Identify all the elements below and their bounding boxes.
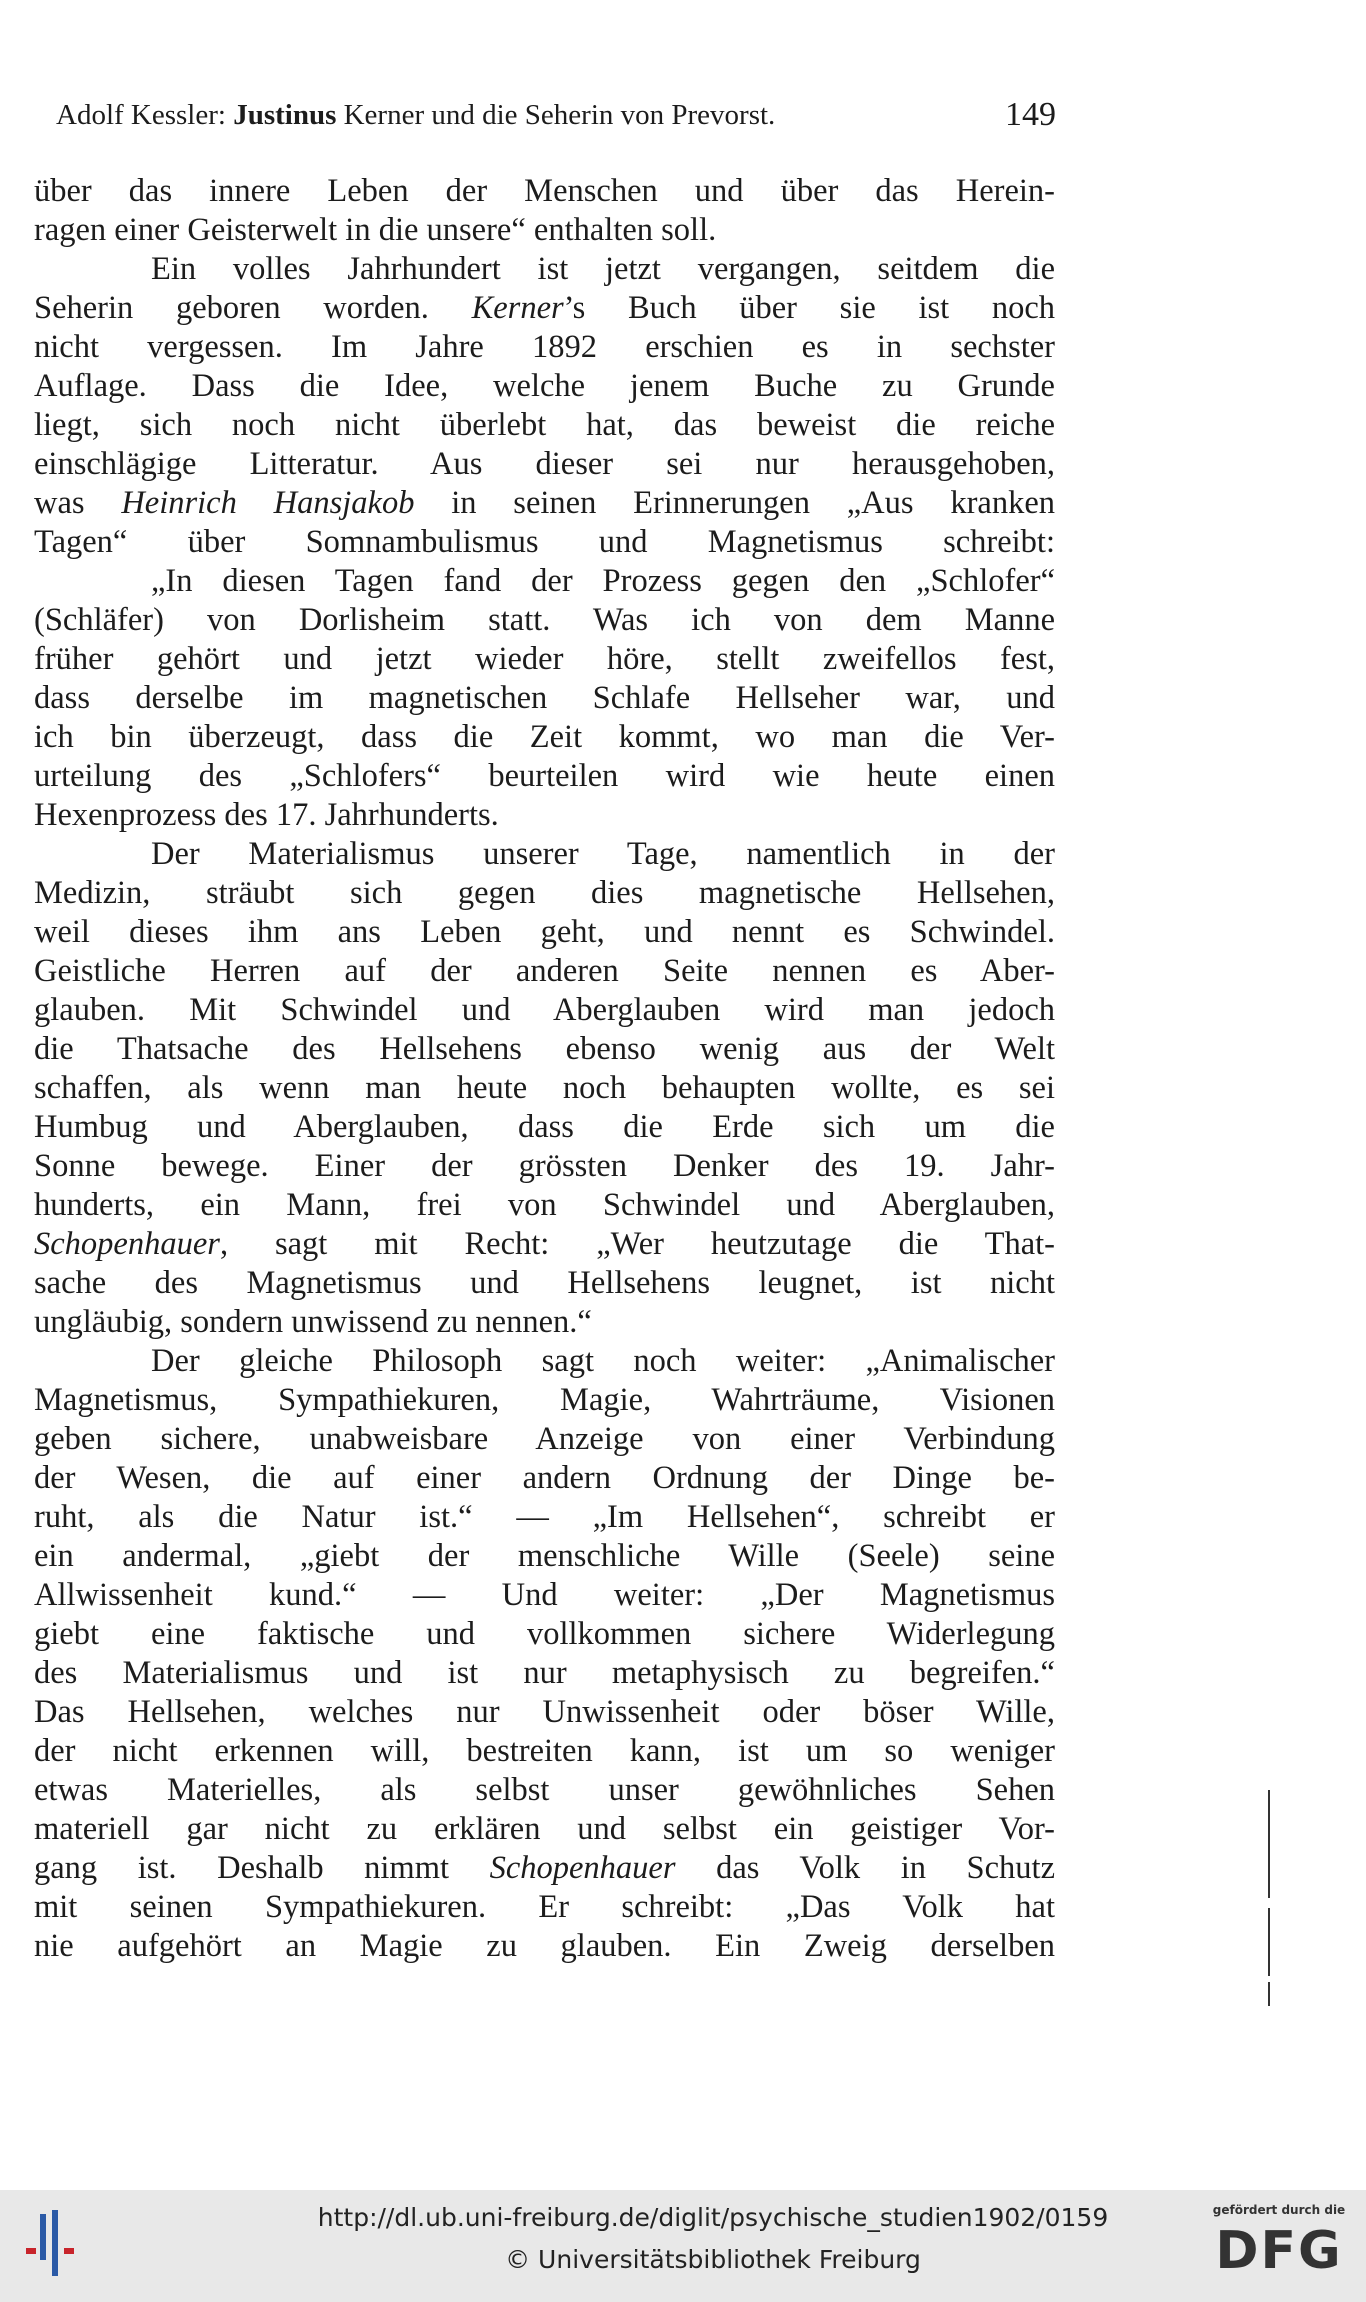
text-line: Allwissenheit kund.“ — Und weiter: „Der Magnetismus xyxy=(34,1577,1055,1613)
text-line: Das Hellsehen, welches nur Unwissenheit oder böser Wille, xyxy=(34,1694,1055,1730)
page-number: 149 xyxy=(1005,96,1056,133)
text-line: ruht, als die Natur ist.“ — „Im Hellsehen“, schreibt er xyxy=(34,1499,1055,1535)
italic-name: Schopenhauer xyxy=(489,1850,676,1886)
text-line xyxy=(34,1225,1055,1264)
running-head-author: Adolf Kessler: xyxy=(56,99,226,131)
text-run: das Volk in Schutz xyxy=(675,1850,1055,1886)
text-line: mit seinen Sympathiekuren. Er schreibt: „Das Volk hat xyxy=(34,1889,1055,1925)
text-line: ragen einer Geisterwelt in die unsere“ enthalten soll. xyxy=(34,212,717,248)
text-line: der nicht erkennen will, bestreiten kann, ist um so weniger xyxy=(34,1733,1055,1769)
text-line: glauben. Mit Schwindel und Aberglauben wird man jedoch xyxy=(34,992,1055,1028)
text-run: ’s Buch über sie ist noch xyxy=(563,290,1056,326)
text-line: über das innere Leben der Menschen und über das Herein- xyxy=(34,173,1055,209)
text-line: giebt eine faktische und vollkommen sichere Widerlegung xyxy=(34,1616,1055,1652)
text-line: Der gleiche Philosoph sagt noch weiter: „Animalischer xyxy=(151,1343,1055,1379)
text-line: „In diesen Tagen fand der Prozess gegen den „Schlofer“ xyxy=(151,563,1055,599)
text-line: ein andermal, „giebt der menschliche Wille (Seele) seine xyxy=(34,1538,1055,1574)
text-line: nie aufgehört an Magie zu glauben. Ein Zweig derselben xyxy=(34,1928,1055,1964)
text-line: Magnetismus, Sympathiekuren, Magie, Wahrträume, Visionen xyxy=(34,1382,1055,1418)
text-line: die Thatsache des Hellsehens ebenso wenig aus der Welt xyxy=(34,1031,1055,1067)
text-line: des Materialismus und ist nur metaphysisch zu begreifen.“ xyxy=(34,1655,1055,1691)
text-line: der Wesen, die auf einer andern Ordnung der Dinge be- xyxy=(34,1460,1055,1496)
copyright-notice: © Universitätsbibliothek Freiburg xyxy=(505,2245,921,2274)
text-line: Der Materialismus unserer Tage, namentlich in der xyxy=(151,836,1055,872)
text-line: Sonne bewege. Einer der grössten Denker des 19. Jahr- xyxy=(34,1148,1055,1184)
body-text xyxy=(34,172,1055,1966)
text-run: Seherin geboren worden. xyxy=(34,290,472,326)
text-line: geben sichere, unabweisbare Anzeige von einer Verbindung xyxy=(34,1421,1055,1457)
text-line: materiell gar nicht zu erklären und selbst ein geistiger Vor- xyxy=(34,1811,1055,1847)
text-line: Auflage. Dass die Idee, welche jenem Buche zu Grunde xyxy=(34,368,1055,404)
text-line: einschlägige Litteratur. Aus dieser sei nur herausgehoben, xyxy=(34,446,1055,482)
text-line: Ein volles Jahrhundert ist jetzt vergangen, seitdem die xyxy=(151,251,1055,287)
text-line: sache des Magnetismus und Hellsehens leugnet, ist nicht xyxy=(34,1265,1055,1301)
dfg-caption: gefördert durch die xyxy=(1212,2203,1346,2217)
text-line: dass derselbe im magnetischen Schlafe Hellseher war, und xyxy=(34,680,1055,716)
text-line: liegt, sich noch nicht überlebt hat, das beweist die reiche xyxy=(34,407,1055,443)
running-head xyxy=(56,92,1056,138)
text-line: Humbug und Aberglauben, dass die Erde sich um die xyxy=(34,1109,1055,1145)
text-line: etwas Materielles, als selbst unser gewöhnliches Sehen xyxy=(34,1772,1055,1808)
text-line: ich bin überzeugt, dass die Zeit kommt, wo man die Ver- xyxy=(34,719,1055,755)
running-head-text xyxy=(56,92,775,138)
text-line: schaffen, als wenn man heute noch behaupten wollte, es sei xyxy=(34,1070,1055,1106)
text-line xyxy=(34,484,1055,523)
text-line: Hexenprozess des 17. Jahrhunderts. xyxy=(34,797,499,833)
text-line: urteilung des „Schlofers“ beurteilen wird wie heute einen xyxy=(34,758,1055,794)
dfg-sponsor xyxy=(1210,2202,1348,2292)
text-run: was xyxy=(34,485,122,521)
margin-mark xyxy=(1268,1908,1270,1976)
text-line: Geistliche Herren auf der anderen Seite nennen es Aber- xyxy=(34,953,1055,989)
text-line: ungläubig, sondern unwissend zu nennen.“ xyxy=(34,1304,592,1340)
text-line: (Schläfer) von Dorlisheim statt. Was ich von dem Manne xyxy=(34,602,1055,638)
italic-name: Kerner xyxy=(471,290,564,326)
italic-name: Heinrich Hansjakob xyxy=(121,485,415,521)
text-line: nicht vergessen. Im Jahre 1892 erschien es in sechster xyxy=(34,329,1055,365)
text-line xyxy=(34,289,1055,328)
text-run: gang ist. Deshalb nimmt xyxy=(34,1850,490,1886)
permalink-url[interactable]: http://dl.ub.uni-freiburg.de/diglit/psychische_studien1902/0159 xyxy=(317,2203,1109,2232)
running-head-title: Kerner und die Seherin von Prevorst. xyxy=(336,99,776,131)
text-line: hunderts, ein Mann, frei von Schwindel und Aberglauben, xyxy=(34,1187,1055,1223)
margin-mark xyxy=(1268,1982,1270,2006)
text-line: früher gehört und jetzt wieder höre, stellt zweifellos fest, xyxy=(34,641,1055,677)
text-line: weil dieses ihm ans Leben geht, und nennt es Schwindel. xyxy=(34,914,1055,950)
running-head-subject: Justinus xyxy=(233,99,337,131)
italic-name: Schopenhauer xyxy=(34,1226,220,1262)
dfg-logo: DFG xyxy=(1215,2221,1343,2281)
text-run: in seinen Erinnerungen „Aus kranken xyxy=(414,485,1056,521)
text-line: Tagen“ über Somnambulismus und Magnetismus schreibt: xyxy=(34,524,1055,560)
text-line xyxy=(34,1849,1055,1888)
text-run: , sagt mit Recht: „Wer heutzutage die That- xyxy=(219,1226,1055,1262)
viewer-footer xyxy=(0,2190,1366,2302)
text-line: Medizin, sträubt sich gegen dies magnetische Hellsehen, xyxy=(34,875,1055,911)
margin-mark xyxy=(1268,1790,1270,1898)
